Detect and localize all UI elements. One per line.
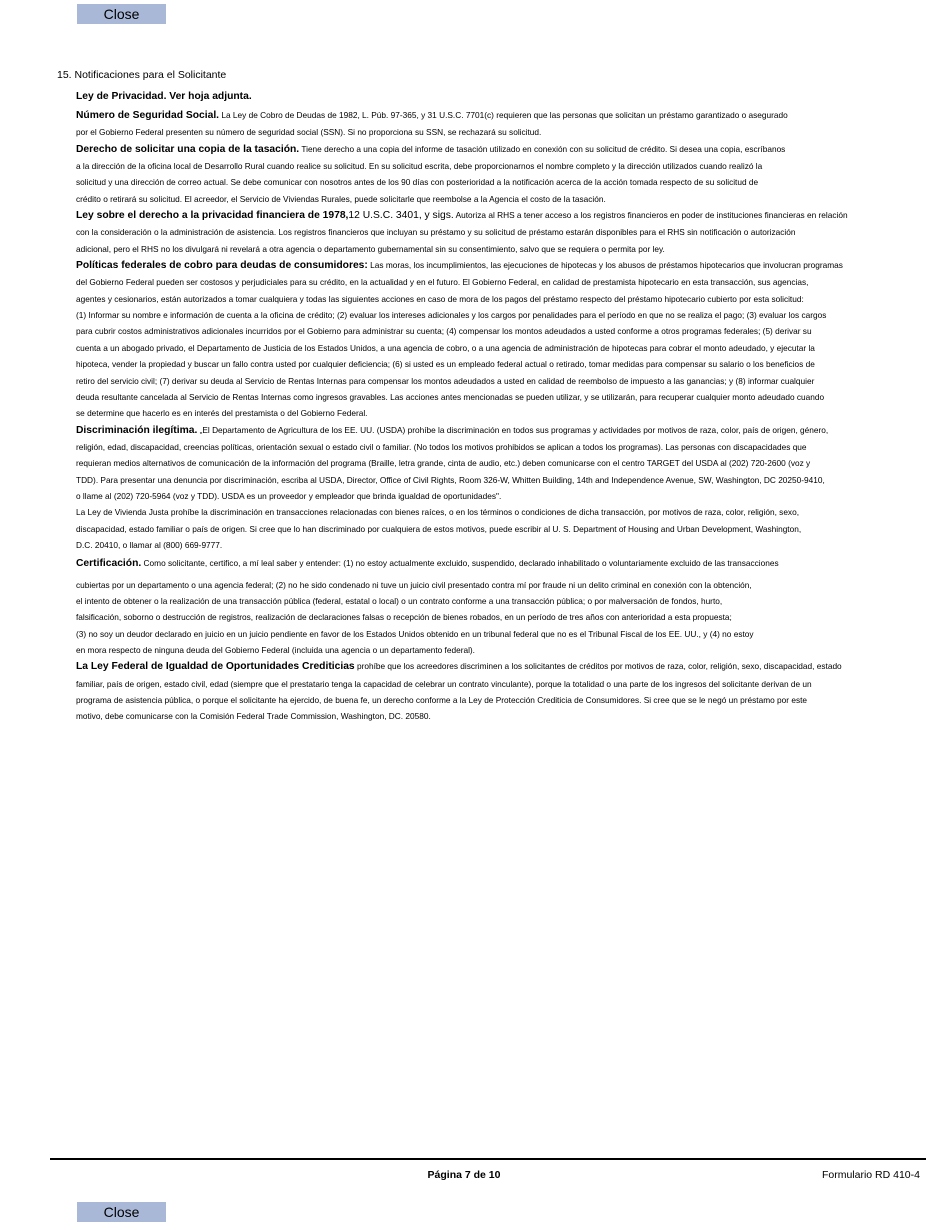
collection-line: hipoteca, vender la propiedad y buscar un fallo contra usted por cualquier deficiencia; (6) si usted es un empleado federal actual o retirado, tomar medidas para compensar su salario o los beneficios de: [76, 359, 815, 370]
fair-housing-paragraph: [76, 504, 924, 553]
collection-line: agentes y cesionarios, están autorizados a tomar cualquiera y todas las siguientes acciones en caso de mora de los pagos del préstamo respecto del préstamo hipotecario cubierto por esta solicitud:: [76, 293, 804, 304]
discrimination-paragraph: [76, 422, 924, 505]
ssn-line: por el Gobierno Federal presenten su número de seguridad social (SSN). Si no proporciona su SSN, se rechazará su solicitud.: [76, 127, 542, 138]
certification-heading: Certificación.: [76, 558, 142, 570]
certification-intro: [76, 555, 924, 572]
collection-line: se determine que hacerlo es en interés del prestamista o del Gobierno Federal.: [76, 408, 368, 419]
appraisal-paragraph: [76, 141, 924, 207]
close-button[interactable]: Close: [77, 1202, 166, 1222]
equal-credit-line: programa de asistencia pública, o porque el solicitante ha ejercido, de buena fe, un derecho conforme a la Ley de Protección Crediticia de Consumidores. Si cree que se le negó un préstamo por este: [76, 695, 808, 706]
collection-line: deuda resultante cancelada al Servicio de Rentas Internas como ingresos gravables. Las acciones antes mencionadas se pueden utilizar, y se utilizarán, para recuperar cualquier monto adeudado cuando: [76, 391, 825, 402]
close-button[interactable]: Close: [77, 4, 166, 24]
financial-privacy-paragraph: [76, 207, 924, 257]
ssn-paragraph: [76, 107, 924, 141]
financial-privacy-citation: 12 U.S.C. 3401, y sigs.: [348, 210, 454, 222]
financial-privacy-line: con la consideración o la administración de asistencia. Los registros financieros que incluyan su préstamo y su solicitud de préstamo estarán disponibles para el RHS sin notificación o autorización: [76, 227, 796, 238]
equal-credit-heading: La Ley Federal de Igualdad de Oportunidades Crediticias: [76, 661, 355, 673]
certification-line: (3) no soy un deudor declarado en juicio en un juicio pendiente en favor de los Estados Unidos obtenido en un tribunal federal que no es el Tribunal Fiscal de los EE. UU., y (4) no estoy: [76, 628, 754, 639]
certification-line: el intento de obtener o la realización de una transacción pública (federal, estatal o local) o un contrato conforme a una transacción pública; o por malversación de fondos, hurto,: [76, 595, 723, 606]
appraisal-line: crédito o retirará su solicitud. El acreedor, el Servicio de Viviendas Rurales, puede solicitarle que reembolse a la Agencia el costo de la tasación.: [76, 193, 606, 204]
equal-credit-paragraph: [76, 658, 924, 724]
notice-content: [76, 88, 924, 725]
financial-privacy-line: adicional, pero el RHS no los divulgará ni revelará a otra agencia o departamento gubernamental sin su consentimiento, salvo que se requiera o permita por ley.: [76, 243, 665, 254]
collection-line: para cubrir costos administrativos adicionales incurridos por el Gobierno para administrar su cuenta; (4) compensar los montos adeudados a usted conforme a otros programas federales; (5) derivar su: [76, 326, 812, 337]
equal-credit-line: motivo, debe comunicarse con la Comisión Federal Trade Commission, Washington, DC. 20580.: [76, 711, 431, 722]
certification-line: cubiertas por un departamento o una agencia federal; (2) no he sido condenado ni tuve un juicio civil presentado contra mí por fraude ni un delito criminal en conexión con la obtención,: [76, 579, 752, 590]
certification-paragraph: [76, 577, 924, 659]
discrimination-heading: Discriminación ilegítima.: [76, 424, 198, 436]
equal-credit-line: familiar, país de origen, estado civil, edad (siempre que el prestatario tenga la capacidad de celebrar un contrato vinculante), porque la totalidad o una parte de los ingresos del solicitante derivan de un: [76, 678, 812, 689]
fair-housing-line: D.C. 20410, o llamar al (800) 669-9777.: [76, 539, 223, 550]
fair-housing-line: discapacidad, estado familiar o país de origen. Si cree que lo han discriminado por cualquiera de estos motivos, puede escribir al U. S. Department of Housing and Urban Development, Washington,: [76, 523, 802, 534]
appraisal-line: solicitud y una dirección de correo actual. Se debe comunicar con nosotros antes de los 90 días con posterioridad a la notificación acerca de la acción tomada respecto de su solicitud de: [76, 177, 759, 188]
discrimination-line: TDD). Para presentar una denuncia por discriminación, escriba al USDA, Director, Office of Civil Rights, Room 326-W, Whitten Building, 14th and Independence Avenue, SW, Washington, DC 20250-9410,: [76, 474, 825, 485]
footer-divider: [50, 1158, 926, 1160]
collection-paragraph: [76, 257, 924, 421]
appraisal-heading: Derecho de solicitar una copia de la tasación.: [76, 143, 300, 155]
certification-line: falsificación, soborno o destrucción de registros, realización de declaraciones falsas o recepción de bienes robados, en un período de tres años con anterioridad a esta propuesta;: [76, 612, 732, 623]
collection-line: Las moras, los incumplimientos, las ejecuciones de hipotecas y los abusos de préstamos hipotecarios que involucran programas: [370, 260, 843, 271]
discrimination-line: religión, edad, discapacidad, creencias políticas, orientación sexual o estado civil o familiar. (No todos los motivos prohibidos se aplican a todos los programas). Las personas con discapacidades que: [76, 441, 807, 452]
collection-line: retiro del servicio civil; (7) derivar su deuda al Servicio de Rentas Internas para compensar los montos adeudados a usted en calidad de reembolso de impuesto a las ganancias; y (8) informar cualquier: [76, 375, 815, 386]
fair-housing-line: La Ley de Vivienda Justa prohíbe la discriminación en transacciones relacionadas con bienes raíces, o en los términos o condiciones de dicha transacción, por motivos de raza, color, religión, sexo,: [76, 507, 800, 518]
collection-heading: Políticas federales de cobro para deudas de consumidores:: [76, 260, 368, 272]
discrimination-line: requieran medios alternativos de comunicación de la información del programa (Braille, letra grande, cinta de audio, etc.) deben comunicarse con el centro TARGET del USDA al (202) 720-2600 (voz y: [76, 458, 811, 469]
collection-line: cuenta a un abogado privado, el Departamento de Justicia de los Estados Unidos, a una agencia de cobro, o a una agencia de administración de hipotecas para cobrar el monto adeudado, y ejecutar la: [76, 342, 815, 353]
financial-privacy-heading: Ley sobre el derecho a la privacidad financiera de 1978,: [76, 210, 349, 222]
ssn-heading: Número de Seguridad Social.: [76, 110, 220, 121]
equal-credit-line: prohíbe que los acreedores discriminen a los solicitantes de créditos por motivos de raza, color, religión, sexo, discapacidad, estado: [356, 661, 842, 672]
appraisal-line: Tiene derecho a una copia del informe de tasación utilizado en conexión con su solicitud de crédito. Si desea una copia, escríbanos: [301, 143, 786, 154]
discrimination-line: o llame al (202) 720-5964 (voz y TDD). USDA es un proveedor y empleador que brinda igualdad de oportunidades".: [76, 490, 502, 501]
financial-privacy-line: Autoriza al RHS a tener acceso a los registros financieros en poder de instituciones financieras en relación: [455, 210, 848, 221]
page-number: Página 7 de 10: [427, 1169, 501, 1181]
discrimination-line: „El Departamento de Agricultura de los EE. UU. (USDA) prohíbe la discriminación en todos sus programas y actividades por motivos de raza, color, país de origen, género,: [199, 424, 829, 435]
certification-line: en mora respecto de ninguna deuda del Gobierno Federal (incluida una agencia o un departamento federal).: [76, 645, 475, 655]
form-number: Formulario RD 410-4: [821, 1169, 920, 1181]
ssn-line: La Ley de Cobro de Deudas de 1982, L. Púb. 97-365, y 31 U.S.C. 7701(c) requieren que las personas que solicitan un préstamo garantizado o asegurado: [221, 110, 788, 120]
section-title: 15. Notificaciones para el Solicitante: [57, 69, 227, 81]
collection-line: del Gobierno Federal pueden ser costosos y perjudiciales para su crédito, en la actualidad y en el futuro. El Gobierno Federal, en calidad de prestamista hipotecario en esta transacción, sus agencias,: [76, 277, 809, 288]
privacy-act-notice: Ley de Privacidad. Ver hoja adjunta.: [76, 91, 252, 102]
collection-line: (1) Informar su nombre e información de cuenta a la oficina de crédito; (2) evaluar los intereses adicionales y los cargos por penalidades para el período en que no se realiza el pago; (3) evaluar los cargos: [76, 310, 827, 321]
certification-line: Como solicitante, certifico, a mí leal saber y entender: (1) no estoy actualmente excluido, suspendido, declarado inhabilitado o voluntariamente excluido de las transacciones: [143, 558, 779, 569]
appraisal-line: a la dirección de la oficina local de Desarrollo Rural cuando realice su solicitud. En su solicitud escrita, debe proporcionarnos el nombre completo y la dirección utilizados cuando realizó la: [76, 161, 763, 172]
